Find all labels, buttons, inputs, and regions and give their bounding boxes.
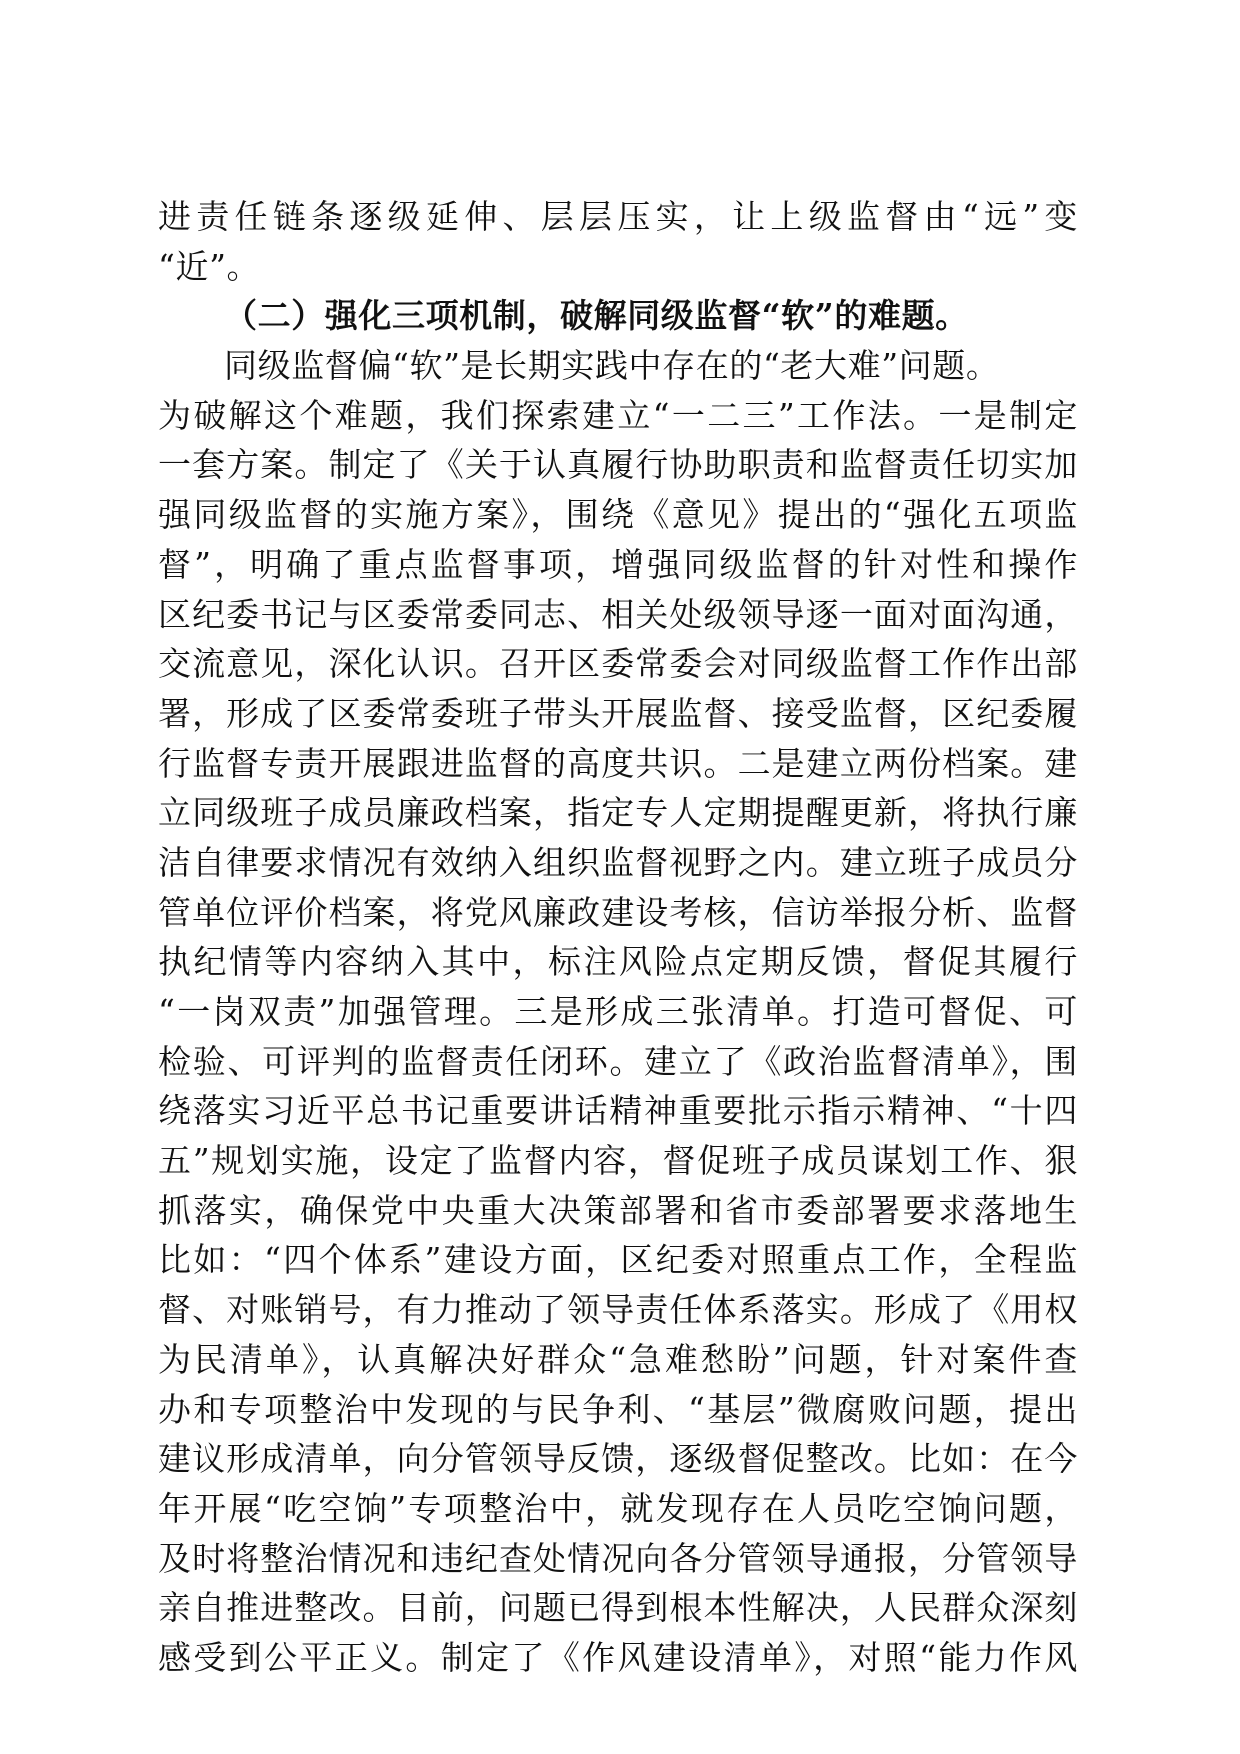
text-line: 抓落实，确保党中央重大决策部署和省市委部署要求落地生 [158, 1190, 1078, 1230]
text-line: 区纪委书记与区委常委同志、相关处级领导逐一面对面沟通， [158, 594, 1078, 634]
text-line: 交流意见，深化认识。召开区委常委会对同级监督工作作出部 [158, 644, 1078, 684]
text-line: 一套方案。制定了《关于认真履行协助职责和监督责任切实加 [158, 445, 1078, 485]
paragraph-first-line: 同级监督偏“软”是长期实践中存在的“老大难”问题。 [224, 346, 1000, 386]
text-line: 行监督专责开展跟进监督的高度共识。二是建立两份档案。建 [158, 743, 1078, 783]
text-line: 为民清单》，认真解决好群众“急难愁盼”问题，针对案件查 [158, 1339, 1078, 1379]
text-line: 年开展“吃空饷”专项整治中，就发现存在人员吃空饷问题， [158, 1488, 1078, 1528]
text-line: 管单位评价档案，将党风廉政建设考核，信访举报分析、监督 [158, 892, 1078, 932]
text-line: 督”，明确了重点监督事项，增强同级监督的针对性和操作 [158, 544, 1078, 584]
text-line: 进责任链条逐级延伸、层层压实，让上级监督由“远”变 [158, 197, 1078, 236]
text-line: 比如：“四个体系”建设方面，区纪委对照重点工作，全程监 [158, 1240, 1078, 1280]
text-line: 亲自推进整改。目前，问题已得到根本性解决，人民群众深刻 [158, 1588, 1078, 1628]
text-line: 感受到公平正义。制定了《作风建设清单》，对照“能力作风 [158, 1637, 1078, 1677]
text-line: 执纪情等内容纳入其中，标注风险点定期反馈，督促其履行 [158, 942, 1078, 982]
text-line: 绕落实习近平总书记重要讲话精神重要批示指示精神、“十四 [158, 1091, 1078, 1131]
text-line: 五”规划实施，设定了监督内容，督促班子成员谋划工作、狠 [158, 1141, 1078, 1181]
text-line: 及时将整治情况和违纪查处情况向各分管领导通报，分管领导 [158, 1538, 1078, 1578]
text-line: 立同级班子成员廉政档案，指定专人定期提醒更新，将执行廉 [158, 793, 1078, 833]
text-line: 为破解这个难题，我们探索建立“一二三”工作法。一是制定 [158, 395, 1078, 435]
text-line: 督、对账销号，有力推动了领导责任体系落实。形成了《用权 [158, 1290, 1078, 1330]
text-line: “一岗双责”加强管理。三是形成三张清单。打造可督促、可 [158, 992, 1078, 1031]
body-text [158, 192, 1078, 1683]
text-line: 洁自律要求情况有效纳入组织监督视野之内。建立班子成员分 [158, 842, 1078, 882]
text-line: 建议形成清单，向分管领导反馈，逐级督促整改。比如：在今 [158, 1439, 1078, 1479]
section-heading: （二）强化三项机制，破解同级监督“软”的难题。 [224, 296, 969, 336]
text-line: 检验、可评判的监督责任闭环。建立了《政治监督清单》，围 [158, 1041, 1078, 1081]
text-line: 署，形成了区委常委班子带头开展监督、接受监督，区纪委履 [158, 693, 1078, 733]
text-line: 办和专项整治中发现的与民争利、“基层”微腐败问题，提出 [158, 1389, 1078, 1429]
text-line: “近”。 [158, 246, 261, 286]
text-line: 强同级监督的实施方案》，围绕《意见》提出的“强化五项监 [158, 495, 1078, 535]
